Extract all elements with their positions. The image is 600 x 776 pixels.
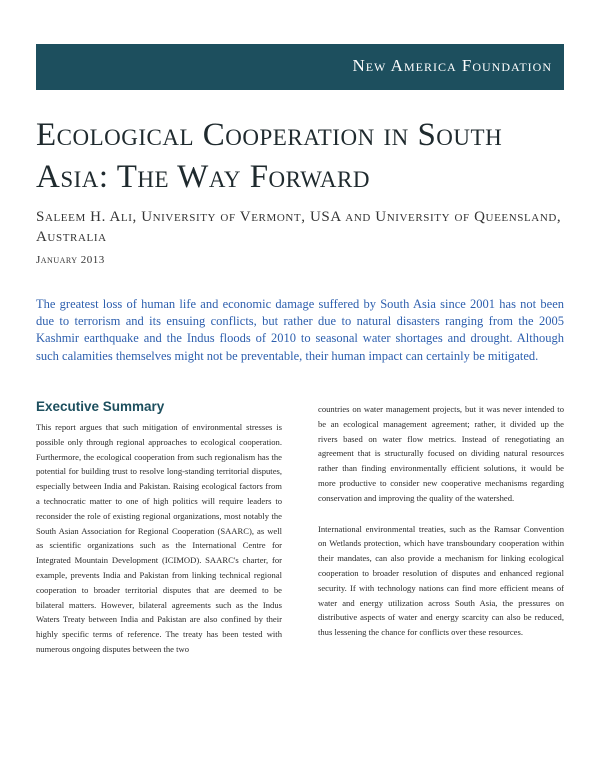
organization-name: New America Foundation — [352, 56, 552, 75]
abstract: The greatest loss of human life and economic damage suffered by South Asia since 2001 has not been due to terrorism and its ensuing conflicts, but rather due to natural disasters ranging from the 2005 Kashmir earthquake and the Indus floods of 2010 to seasonal water shortages and drought. Although such calamities themselves might not be preventable, their human impact can certainly be mitigated. — [36, 297, 564, 363]
document-title: Ecological Cooperation in South Asia: The Way Forward — [36, 117, 503, 195]
right-column — [318, 398, 564, 640]
body-paragraph: This report argues that such mitigation of environmental stresses is possible only through regional approaches to ecological cooperation. Furthermore, the ecological cooperation from such regionalism has the potential for building trust to resolve long-standing territorial disputes, especially between India and Pakistan. Raising ecological factors from a technocratic matter to one of high politics will require leaders to reconsider the role of existing regional organizations, most notably the South Asian Association for Regional Cooperation (SAARC), as well as scientific organizations such as the International Centre for Integrated Mountain Development (ICIMOD). SAARC's charter, for example, prevents India and Pakistan from linking technical regional cooperation to broader territorial disputes that are deemed to be bilateral matters. However, bilateral agreements such as the Indus Waters Treaty between India and Pakistan are also confined by their highly specific terms of reference. The treaty has been tested with numerous ongoing disputes between the two — [36, 422, 282, 654]
author-line: Saleem H. Ali, University of Vermont, USA and University of Queensland, Australia — [36, 209, 562, 245]
left-column — [36, 398, 282, 657]
body-paragraph: countries on water management projects, but it was never intended to be an ecological management agreement; rather, it divided up the rivers based on water flow metrics. Instead of renegotiating an agreement that is structurally focused on dividing natural resources rather than finding environmentally efficient solutions, it would be more productive to consider new cooperative mechanisms regarding conservation and improving the quality of the watershed. — [318, 404, 564, 503]
publication-date: January 2013 — [36, 254, 105, 266]
body-paragraph: International environmental treaties, such as the Ramsar Convention on Wetlands protection, which have transboundary cooperation within their mandates, can also provide a mechanism for linking ecological cooperation to broader resolution of disputes and enhanced regional security. If with technology nations can find more efficient means of water and energy utilization across South Asia, the pressures on distributive aspects of water and energy scarcity can also be reduced, thus lessening the chance for conflicts over these resources. — [318, 523, 564, 638]
section-heading: Executive Summary — [36, 399, 165, 414]
header-banner — [36, 44, 564, 90]
